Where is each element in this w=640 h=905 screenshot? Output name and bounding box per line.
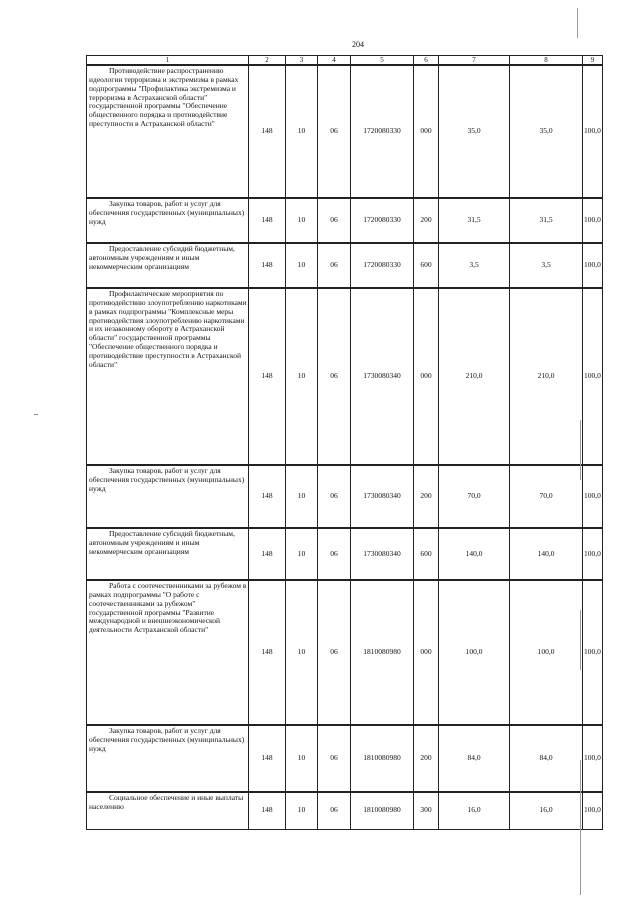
executed-amount: 84,0 (510, 725, 583, 792)
section-code: 10 (286, 65, 318, 198)
expense-type-code: 600 (414, 243, 439, 288)
execution-percent: 100,0 (583, 198, 603, 243)
row-name: Закупка товаров, работ и услуг для обеспечения государственных (муниципальных) нужд (87, 198, 249, 243)
executed-amount: 70,0 (510, 465, 583, 528)
section-code: 10 (286, 792, 318, 829)
section-code: 10 (286, 288, 318, 465)
admin-code: 148 (249, 528, 286, 580)
column-header: 5 (351, 56, 414, 66)
target-article-code: 1730080340 (351, 288, 414, 465)
execution-percent: 100,0 (583, 528, 603, 580)
section-code: 10 (286, 528, 318, 580)
budget-table (86, 55, 603, 830)
page-number: 204 (352, 40, 364, 49)
subsection-code: 06 (318, 198, 351, 243)
table-row (87, 528, 603, 580)
subsection-code: 06 (318, 580, 351, 725)
admin-code: 148 (249, 65, 286, 198)
subsection-code: 06 (318, 288, 351, 465)
subsection-code: 06 (318, 725, 351, 792)
section-code: 10 (286, 725, 318, 792)
scan-artifact-line (580, 610, 581, 670)
execution-percent: 100,0 (583, 243, 603, 288)
planned-amount: 3,5 (439, 243, 510, 288)
executed-amount: 16,0 (510, 792, 583, 829)
expense-type-code: 200 (414, 198, 439, 243)
section-code: 10 (286, 198, 318, 243)
row-name: Закупка товаров, работ и услуг для обеспечения государственных (муниципальных) нужд (87, 465, 249, 528)
execution-percent: 100,0 (583, 465, 603, 528)
scan-artifact-line (580, 760, 581, 895)
expense-type-code: 000 (414, 288, 439, 465)
subsection-code: 06 (318, 465, 351, 528)
table-row (87, 725, 603, 792)
target-article-code: 1720080330 (351, 65, 414, 198)
column-header: 7 (439, 56, 510, 66)
expense-type-code: 200 (414, 725, 439, 792)
expense-type-code: 200 (414, 465, 439, 528)
planned-amount: 35,0 (439, 65, 510, 198)
table-row (87, 465, 603, 528)
table-row (87, 580, 603, 725)
executed-amount: 31,5 (510, 198, 583, 243)
planned-amount: 100,0 (439, 580, 510, 725)
planned-amount: 70,0 (439, 465, 510, 528)
target-article-code: 1810080980 (351, 792, 414, 829)
expense-type-code: 000 (414, 65, 439, 198)
target-article-code: 1730080340 (351, 528, 414, 580)
target-article-code: 1810080980 (351, 580, 414, 725)
execution-percent: 100,0 (583, 792, 603, 829)
execution-percent: 100,0 (583, 288, 603, 465)
subsection-code: 06 (318, 65, 351, 198)
scan-artifact-line (580, 420, 581, 480)
table-row (87, 288, 603, 465)
planned-amount: 140,0 (439, 528, 510, 580)
admin-code: 148 (249, 725, 286, 792)
expense-type-code: 600 (414, 528, 439, 580)
expense-type-code: 000 (414, 580, 439, 725)
row-name: Работа с соотечественниками за рубежом в рамках подпрограммы "О работе с соотечественниками за рубежом" государственной программы "Развитие международной и внешнеэкономической деятельности Астраханской области" (87, 580, 249, 725)
target-article-code: 1720080330 (351, 243, 414, 288)
column-header: 2 (249, 56, 286, 66)
target-article-code: 1730080340 (351, 465, 414, 528)
scan-artifact-dot (34, 414, 38, 415)
admin-code: 148 (249, 792, 286, 829)
row-name: Социальное обеспечение и иные выплаты населению (87, 792, 249, 829)
planned-amount: 84,0 (439, 725, 510, 792)
admin-code: 148 (249, 198, 286, 243)
subsection-code: 06 (318, 243, 351, 288)
executed-amount: 210,0 (510, 288, 583, 465)
section-code: 10 (286, 465, 318, 528)
row-name: Предоставление субсидий бюджетным, автономным учреждениям и иным некоммерческим организациям (87, 243, 249, 288)
admin-code: 148 (249, 288, 286, 465)
execution-percent: 100,0 (583, 580, 603, 725)
column-header: 1 (87, 56, 249, 66)
column-header: 6 (414, 56, 439, 66)
table-row (87, 792, 603, 829)
executed-amount: 100,0 (510, 580, 583, 725)
row-name: Противодействие распространению идеологии терроризма и экстремизма в рамках подпрограммы "Профилактика экстремизма и терроризма в Астраханской области" государственной программы "Обеспечение общественного порядка и противодействие преступности в Астраханской области" (87, 65, 249, 198)
target-article-code: 1720080330 (351, 198, 414, 243)
admin-code: 148 (249, 580, 286, 725)
table-row (87, 65, 603, 198)
expense-type-code: 300 (414, 792, 439, 829)
column-header: 4 (318, 56, 351, 66)
subsection-code: 06 (318, 528, 351, 580)
column-header: 8 (510, 56, 583, 66)
execution-percent: 100,0 (583, 65, 603, 198)
section-code: 10 (286, 580, 318, 725)
admin-code: 148 (249, 243, 286, 288)
executed-amount: 140,0 (510, 528, 583, 580)
admin-code: 148 (249, 465, 286, 528)
planned-amount: 31,5 (439, 198, 510, 243)
execution-percent: 100,0 (583, 725, 603, 792)
executed-amount: 35,0 (510, 65, 583, 198)
section-code: 10 (286, 243, 318, 288)
table-row (87, 198, 603, 243)
scan-artifact-line (577, 8, 578, 38)
planned-amount: 210,0 (439, 288, 510, 465)
row-name: Профилактические мероприятия по противодействию злоупотреблению наркотиками в рамках подпрограммы "Комплексные меры противодействия злоупотреблению наркотиками и их незаконному обороту в Астраханской области" государственной программы "Обеспечение общественного порядка и противодействие преступности в Астраханской области" (87, 288, 249, 465)
row-name: Предоставление субсидий бюджетным, автономным учреждениям и иным некоммерческим организациям (87, 528, 249, 580)
row-name: Закупка товаров, работ и услуг для обеспечения государственных (муниципальных) нужд (87, 725, 249, 792)
table-row (87, 243, 603, 288)
target-article-code: 1810080980 (351, 725, 414, 792)
column-header: 3 (286, 56, 318, 66)
column-number-row (87, 56, 603, 66)
planned-amount: 16,0 (439, 792, 510, 829)
column-header: 9 (583, 56, 603, 66)
executed-amount: 3,5 (510, 243, 583, 288)
subsection-code: 06 (318, 792, 351, 829)
